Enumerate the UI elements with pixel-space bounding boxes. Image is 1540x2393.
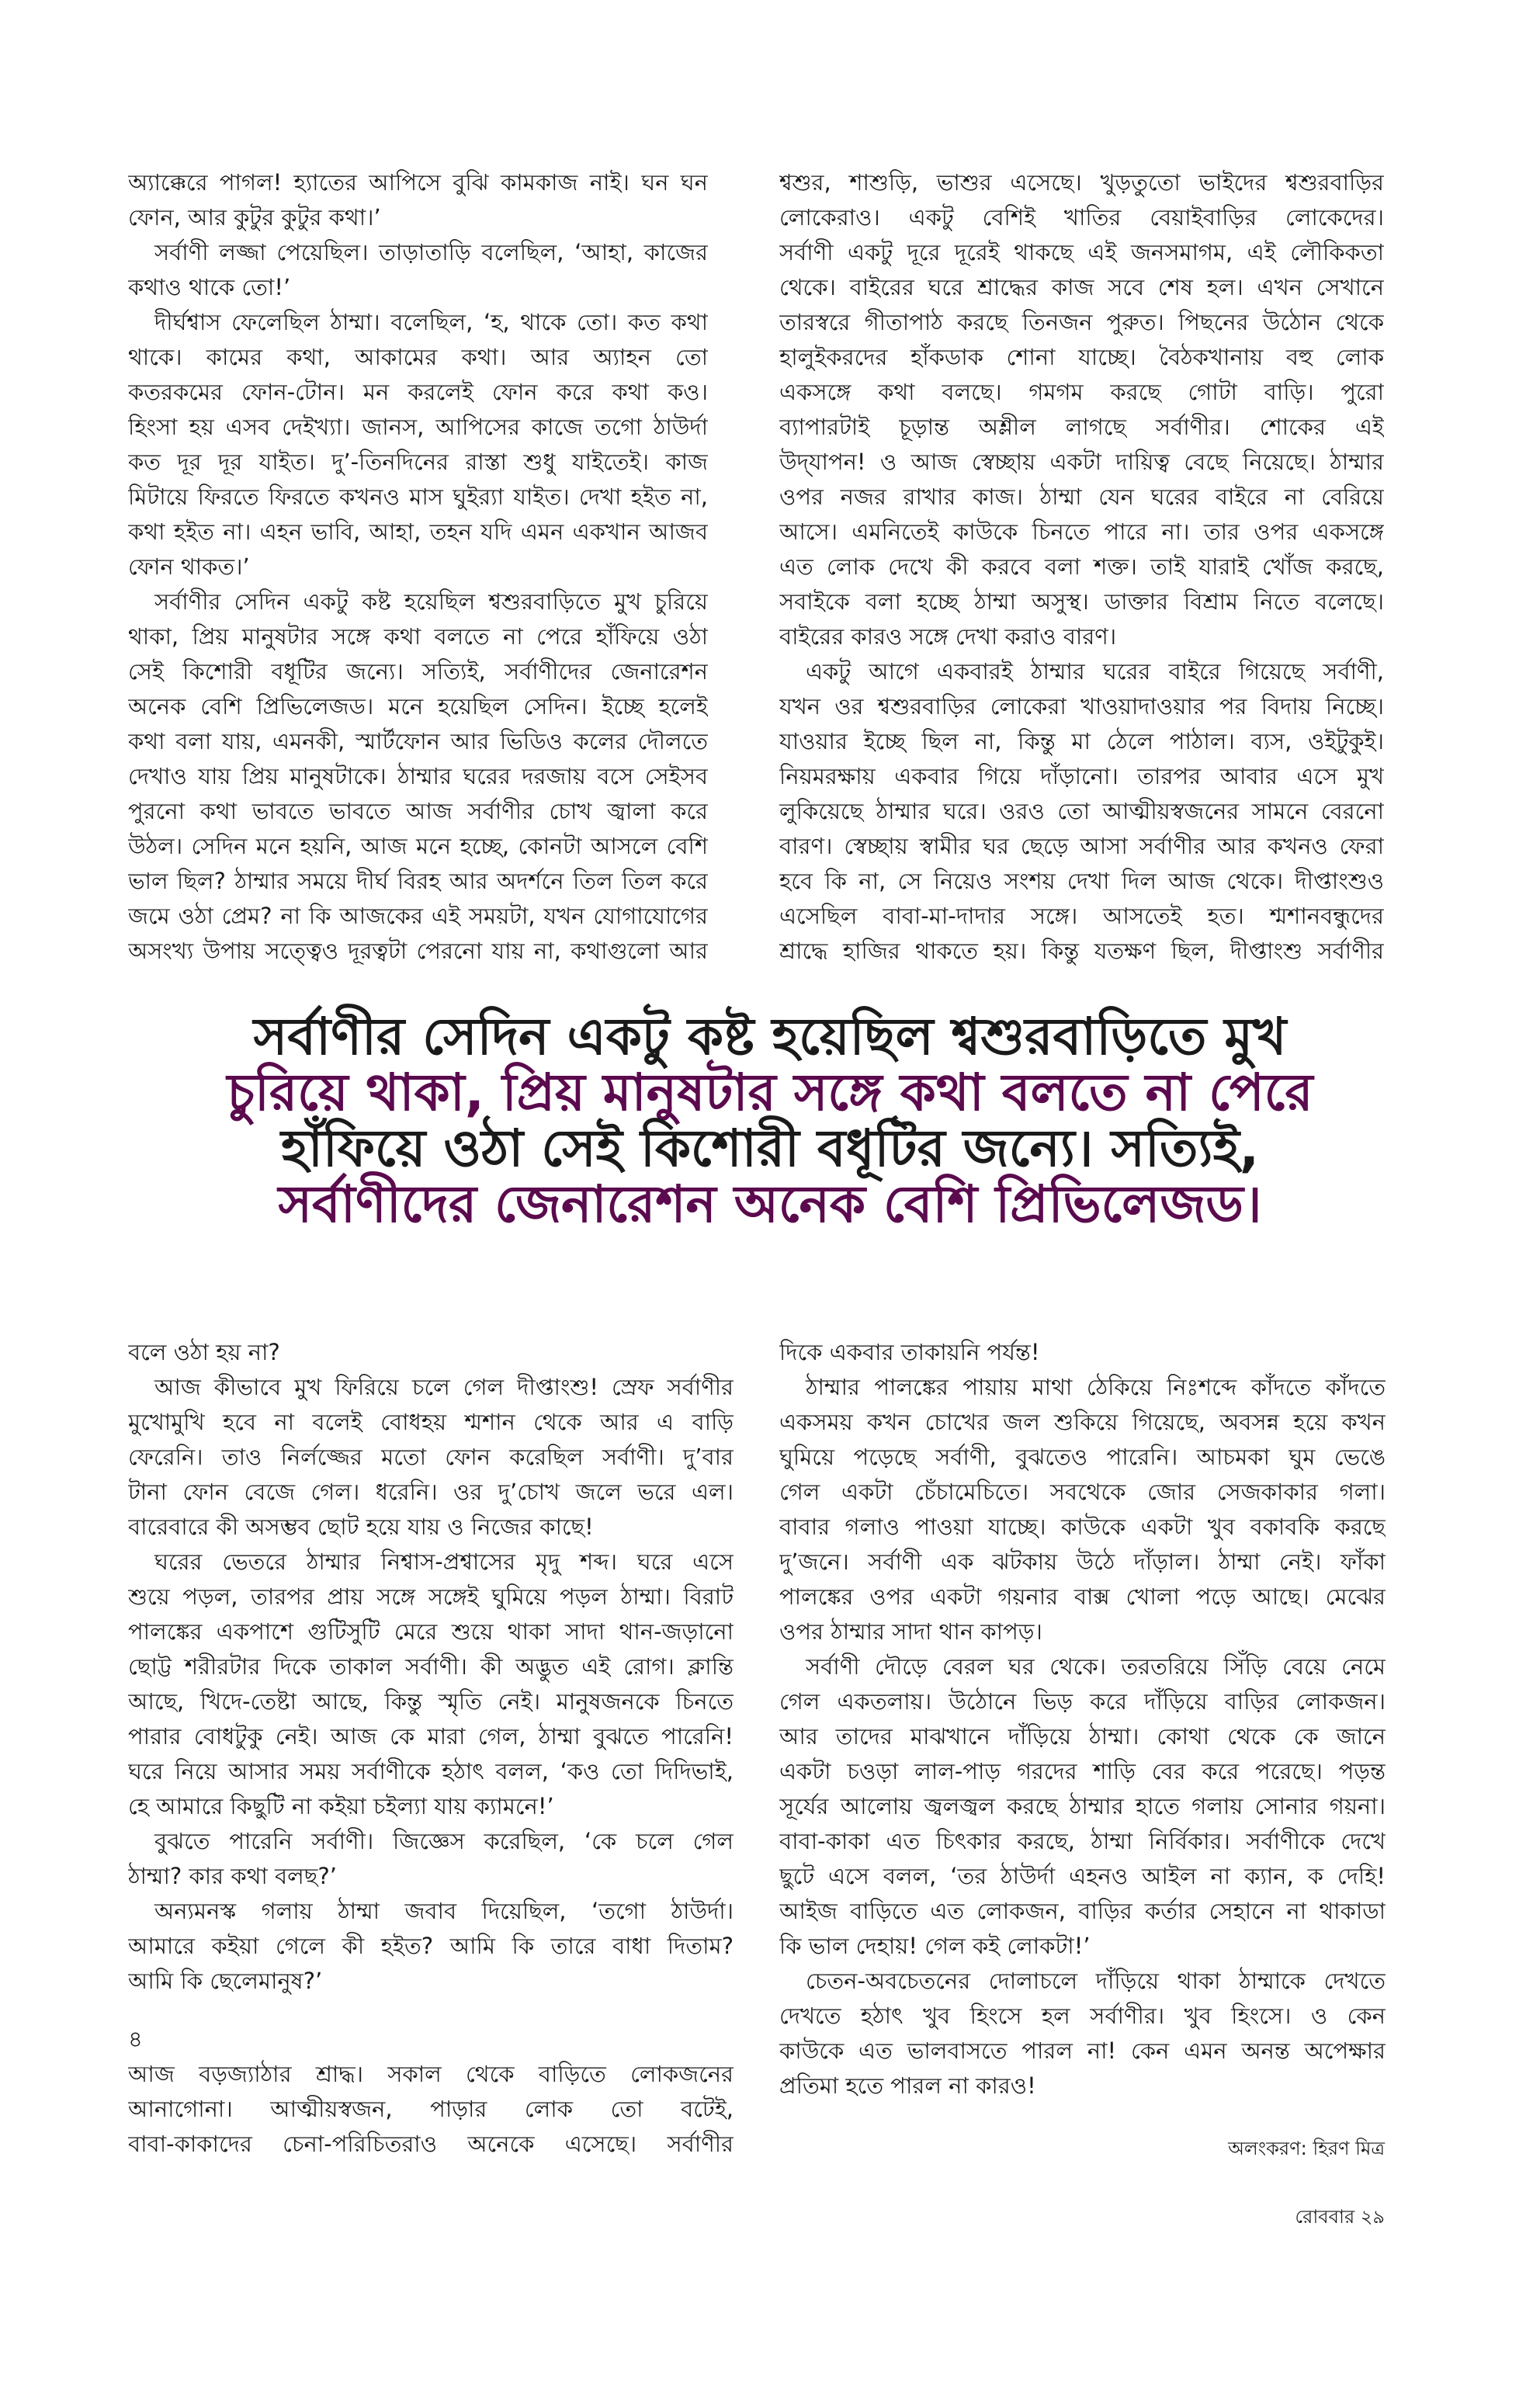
text-line: কি ভাল দেহায়! গেল কই লোকটা!’ [779,1933,1091,1959]
article-column-top-left [128,165,708,969]
text-line: মুখোমুখি হবে না বলেই বোধহয় শ্মশান থেকে আর এ বাড়ি [128,1409,734,1435]
text-line: মিটায়ে ফিরতে ফিরতে কখনও মাস ঘুইর‍্যা যাইত। দেখা হইত না, [128,484,708,510]
paragraph [779,1370,1386,1649]
pull-quote [155,1009,1385,1233]
text-line: ব্যাপারটাই চূড়ান্ত অশ্লীল লাগছে সর্বাণীর। শোকের এই [779,414,1384,440]
text-line: দু’জনে। সর্বাণী এক ঝটকায় উঠে দাঁড়াল। ঠাম্মা নেই। ফাঁকা [779,1549,1386,1575]
text-line: আছে, খিদে-তেষ্টা আছে, কিন্তু স্মৃতি নেই। মানুষজনকে চিনতে [128,1688,734,1715]
paragraph [128,584,708,969]
text-line: সবাইকে বলা হচ্ছে ঠাম্মা অসুস্থ। ডাক্তার বিশ্রাম নিতে বলেছে। [779,588,1384,615]
text-line: বাবা-কাকা এত চিৎকার করছে, ঠাম্মা নির্বিকার। সর্বাণীকে দেখে [779,1828,1386,1854]
text-line: থাকা, প্রিয় মানুষটার সঙ্গে কথা বলতে না পেরে হাঁফিয়ে ওঠা [128,623,708,650]
text-line: থাকে। কামের কথা, আকামের কথা। আর অ্যাহন তো [128,344,708,370]
text-line: ফোন থাকত।’ [128,553,250,580]
text-line: হালুইকরদের হাঁকডাক শোনা যাচ্ছে। বৈঠকখানায় বহু লোক [779,344,1384,370]
text-line: একটু আগে একবারই ঠাম্মার ঘরের বাইরে গিয়েছে সর্বাণী, [806,658,1384,685]
text-line: কথা বলা যায়, এমনকী, স্মার্টফোন আর ভিডিও কলের দৌলতে [128,728,708,754]
text-line: আনাগোনা। আত্মীয়স্বজন, পাড়ার লোক তো বটেই, [128,2096,734,2122]
text-line: টানা ফোন বেজে গেল। ধরেনি। ওর দু’চোখ জলে ভরে এল। [128,1479,734,1505]
text-line: এসেছিল বাবা-মা-দাদার সঙ্গে। আসতেই হত। শ্মশানবন্ধুদের [779,903,1384,929]
text-line: সর্বাণীর সেদিন একটু কষ্ট হয়েছিল শ্বশুরবাড়িতে মুখ চুরিয়ে [154,588,708,615]
section-number [128,2022,734,2057]
text-line: দেখাও যায় প্রিয় মানুষটাকে। ঠাম্মার ঘরের দরজায় বসে সেইসব [128,763,708,789]
text-line: গেল একতলায়। উঠোনে ভিড় করে দাঁড়িয়ে বাড়ির লোকজন। [779,1688,1386,1715]
pull-quote-line: সর্বাণীর সেদিন একটু কষ্ট হয়েছিল শ্বশুরবাড়িতে মুখ [253,1007,1287,1066]
text-line: লোকেরাও। একটু বেশিই খাতির বেয়াইবাড়ির লোকেদের। [779,204,1384,231]
text-line: তারস্বরে গীতাপাঠ করছে তিনজন পুরুত। পিছনের উঠোন থেকে [779,309,1384,335]
text-line: সেই কিশোরী বধূটির জন্যে। সত্যিই, সর্বাণীদের জেনারেশন [128,658,708,685]
text-line: হে আমারে কিছুটি না কইয়া চইল্যা যায় ক্যামনে!’ [128,1793,554,1819]
text-line: একসঙ্গে কথা বলছে। গমগম করছে গোটা বাড়ি। পুরো [779,379,1384,405]
text-line: আজ বড়জ্যাঠার শ্রাদ্ধ। সকাল থেকে বাড়িতে লোকজনের [128,2061,734,2087]
article-column-top-right [779,165,1384,969]
text-line: কতরকমের ফোন-টোন। মন করলেই ফোন করে কথা কও। [128,379,708,405]
paragraph [128,2057,734,2162]
text-line: পারার বোধটুকু নেই। আজ কে মারা গেল, ঠাম্মা বুঝতে পারেনি! [128,1723,734,1750]
text-line: অ্যাক্কেরে পাগল! হ্যাতের আপিসে বুঝি কামকাজ নাই। ঘন ঘন [128,169,708,196]
text-line: কত দূর দূর যাইত। দু’-তিনদিনের রাস্তা শুধু যাইতেই। কাজ [128,449,708,475]
paragraph [128,235,708,305]
text-line: অন্যমনস্ক গলায় ঠাম্মা জবাব দিয়েছিল, ‘তগো ঠাউর্দা। [154,1898,734,1924]
pull-quote-line: চুরিয়ে থাকা, প্রিয় মানুষটার সঙ্গে কথা বলতে না পেরে [227,1063,1313,1122]
paragraph [128,1824,734,1894]
text-line: শ্বশুর, শাশুড়ি, ভাশুর এসেছে। খুড়তুতো ভাইদের শ্বশুরবাড়ির [779,169,1384,196]
text-line: আইজ বাড়িতে এত লোকজন, বাড়ির কর্তার সেহানে না থাকাডা [779,1898,1386,1924]
paragraph [128,1545,734,1824]
text-line: প্রতিমা হতে পারল না কারও! [779,2072,1036,2099]
text-line: হিংসা হয় এসব দেইখ্যা। জানস, আপিসের কাজে তগো ঠাউর্দা [128,414,708,440]
text-line: উদ্‌যাপন! ও আজ স্বেচ্ছায় একটা দায়িত্ব বেছে নিয়েছে। ঠাম্মার [779,449,1384,475]
text-line: ঘুমিয়ে পড়েছে সর্বাণী, বুঝতেও পারেনি। আচমকা ঘুম ভেঙে [779,1444,1386,1470]
article-column-bottom-left [128,1335,734,2162]
section-spacer [128,1999,734,2022]
text-line: বাবা-কাকাদের চেনা-পরিচিতরাও অনেকে এসেছে। সর্বাণীর [128,2131,734,2157]
text-line: চেতন-অবচেতনের দোলাচলে দাঁড়িয়ে থাকা ঠাম্মাকে দেখতে [806,1968,1386,1994]
article-column-bottom-right [779,1335,1386,2103]
text-line: ৪ [128,2026,143,2052]
paragraph [779,654,1384,969]
illustration-credit: অলংকরণ: হিরণ মিত্র [1228,2138,1385,2159]
text-line: যাওয়ার ইচ্ছে ছিল না, কিন্তু মা ঠেলে পাঠাল। ব্যস, ওইটুকুই। [779,728,1384,754]
text-line: পালঙ্কের একপাশে গুটিসুটি মেরে শুয়ে থাকা সাদা থান-জড়ানো [128,1618,734,1645]
text-line: যখন ওর শ্বশুরবাড়ির লোকেরা খাওয়াদাওয়ার পর বিদায় নিচ্ছে। [779,693,1384,720]
text-line: থেকে। বাইরের ঘরে শ্রাদ্ধের কাজ সবে শেষ হল। এখন সেখানে [779,274,1384,300]
text-line: ঘরে নিয়ে আসার সময় সর্বাণীকে হঠাৎ বলল, ‘কও তো দিদিভাই, [128,1758,734,1784]
text-line: ছোট্ট শরীরটার দিকে তাকাল সর্বাণী। কী অদ্ভুত এই রোগ। ক্লান্তি [128,1653,734,1680]
text-line: একসময় কখন চোখের জল শুকিয়ে গিয়েছে, অবসন্ন হয়ে কখন [779,1409,1386,1435]
text-line: বারণ। স্বেচ্ছায় স্বামীর ঘর ছেড়ে আসা সর্বাণীর আর কখনও ফেরা [779,833,1384,859]
text-line: ঠাম্মা? কার কথা বলছ?’ [128,1863,337,1889]
text-line: পুরনো কথা ভাবতে ভাবতে আজ সর্বাণীর চোখ জ্বালা করে [128,798,708,824]
text-line: ঠাম্মার পালঙ্কের পায়ায় মাথা ঠেকিয়ে নিঃশব্দে কাঁদতে কাঁদতে [806,1374,1386,1400]
page-footer: রোববার ২৯ [1295,2206,1385,2228]
text-line: সর্বাণী লজ্জা পেয়েছিল। তাড়াতাড়ি বলেছিল, ‘আহা, কাজের [154,239,708,265]
text-line: লুকিয়েছে ঠাম্মার ঘরে। ওরও তো আত্মীয়স্বজনের সামনে বেরনো [779,798,1384,824]
pull-quote-line: হাঁফিয়ে ওঠা সেই কিশোরী বধূটির জন্যে। সত্যিই, [281,1118,1259,1178]
paragraph [128,1370,734,1545]
text-line: অনেক বেশি প্রিভিলেজড। মনে হয়েছিল সেদিন। ইচ্ছে হলেই [128,693,708,720]
text-line: বারেবারে কী অসম্ভব ছোট হয়ে যায় ও নিজের কাছে! [128,1514,594,1540]
text-line: কাউকে এত ভালবাসতে পারল না! কেন এমন অনন্ত অপেক্ষার [779,2038,1386,2064]
paragraph [128,305,708,584]
text-line: কথাও থাকে তো!’ [128,274,291,300]
text-line: শ্রাদ্ধে হাজির থাকতে হয়। কিন্তু যতক্ষণ ছিল, দীপ্তাংশু সর্বাণীর [779,938,1384,964]
pull-quote-line: সর্বাণীদের জেনারেশন অনেক বেশি প্রিভিলেজড। [278,1174,1262,1234]
paragraph [128,1335,734,1370]
text-line: ওপর ঠাম্মার সাদা থান কাপড়। [779,1618,1042,1645]
text-line: ছুটে এসে বলল, ‘তর ঠাউর্দা এহনও আইল না ক্যান, ক দেহি! [779,1863,1386,1889]
paragraph [779,1649,1386,1964]
text-line: হবে কি না, সে নিয়েও সংশয় দেখা দিল আজ থেকে। দীপ্তাংশুও [779,868,1384,894]
text-line: সর্বাণী দৌড়ে বেরল ঘর থেকে। তরতরিয়ে সিঁড়ি বেয়ে নেমে [806,1653,1386,1680]
text-line: জমে ওঠা প্রেম? না কি আজকের এই সময়টা, যখন যোগাযোগের [128,903,708,929]
text-line: এত লোক দেখে কী করবে বলা শক্ত। তাই যারাই খোঁজ করছে, [779,553,1384,580]
paragraph [128,165,708,235]
text-line: ফেরেনি। তাও নির্লজ্জের মতো ফোন করেছিল সর্বাণী। দু’বার [128,1444,734,1470]
text-line: আজ কীভাবে মুখ ফিরিয়ে চলে গেল দীপ্তাংশু! স্রেফ সর্বাণীর [154,1374,734,1400]
text-line: বুঝতে পারেনি সর্বাণী। জিজ্ঞেস করেছিল, ‘কে চলে গেল [154,1828,734,1854]
text-line: গেল একটা চেঁচামেচিতে। সবথেকে জোর সেজকাকার গলা। [779,1479,1386,1505]
text-line: দেখতে হঠাৎ খুব হিংসে হল সর্বাণীর। খুব হিংসে। ও কেন [779,2003,1386,2029]
text-line: আর তাদের মাঝখানে দাঁড়িয়ে ঠাম্মা। কোথা থেকে কে জানে [779,1723,1386,1750]
text-line: দিকে একবার তাকায়নি পর্যন্ত! [779,1339,1040,1365]
text-line: বাবার গলাও পাওয়া যাচ্ছে। কাউকে একটা খুব বকাবকি করছে [779,1514,1386,1540]
text-line: বলে ওঠা হয় না? [128,1339,280,1365]
text-line: বাইরের কারও সঙ্গে দেখা করাও বারণ। [779,623,1117,650]
text-line: আসে। এমনিতেই কাউকে চিনতে পারে না। তার ওপর একসঙ্গে [779,518,1384,545]
paragraph [779,165,1384,654]
text-line: পালঙ্কের ওপর একটা গয়নার বাক্স খোলা পড়ে আছে। মেঝের [779,1583,1386,1610]
text-line: উঠল। সেদিন মনে হয়নি, আজ মনে হচ্ছে, কোনটা আসলে বেশি [128,833,708,859]
paragraph [128,1894,734,1999]
text-line: ওপর নজর রাখার কাজ। ঠাম্মা যেন ঘরের বাইরে না বেরিয়ে [779,484,1384,510]
text-line: সর্বাণী একটু দূরে দূরেই থাকছে এই জনসমাগম, এই লৌকিকতা [779,239,1384,265]
text-line: ফোন, আর কুটুর কুটুর কথা।’ [128,204,381,231]
text-line: ভাল ছিল? ঠাম্মার সময়ে দীর্ঘ বিরহ আর অদর্শনে তিল তিল করে [128,868,708,894]
text-line: কথা হইত না। এহন ভাবি, আহা, তহন যদি এমন একখান আজব [128,518,708,545]
text-line: একটা চওড়া লাল-পাড় গরদের শাড়ি বের করে পরেছে। পড়ন্ত [779,1758,1386,1784]
text-line: অসংখ্য উপায় সত্ত্বেও দূরত্বটা পেরনো যায় না, কথাগুলো আর [128,938,708,964]
text-line: শুয়ে পড়ল, তারপর প্রায় সঙ্গে সঙ্গেই ঘুমিয়ে পড়ল ঠাম্মা। বিরাট [128,1583,734,1610]
paragraph [779,1964,1386,2103]
text-line: আমি কি ছেলেমানুষ?’ [128,1968,323,1994]
text-line: আমারে কইয়া গেলে কী হইত? আমি কি তারে বাধা দিতাম? [128,1933,734,1959]
text-line: নিয়মরক্ষায় একবার গিয়ে দাঁড়ানো। তারপর আবার এসে মুখ [779,763,1384,789]
text-line: দীর্ঘশ্বাস ফেলেছিল ঠাম্মা। বলেছিল, ‘হ, থাকে তো। কত কথা [154,309,708,335]
paragraph [779,1335,1386,1370]
text-line: ঘরের ভেতরে ঠাম্মার নিশ্বাস-প্রশ্বাসের মৃদু শব্দ। ঘরে এসে [154,1549,734,1575]
text-line: সূর্যের আলোয় জ্বলজ্বল করছে ঠাম্মার হাতে গলায় সোনার গয়না। [779,1793,1386,1819]
